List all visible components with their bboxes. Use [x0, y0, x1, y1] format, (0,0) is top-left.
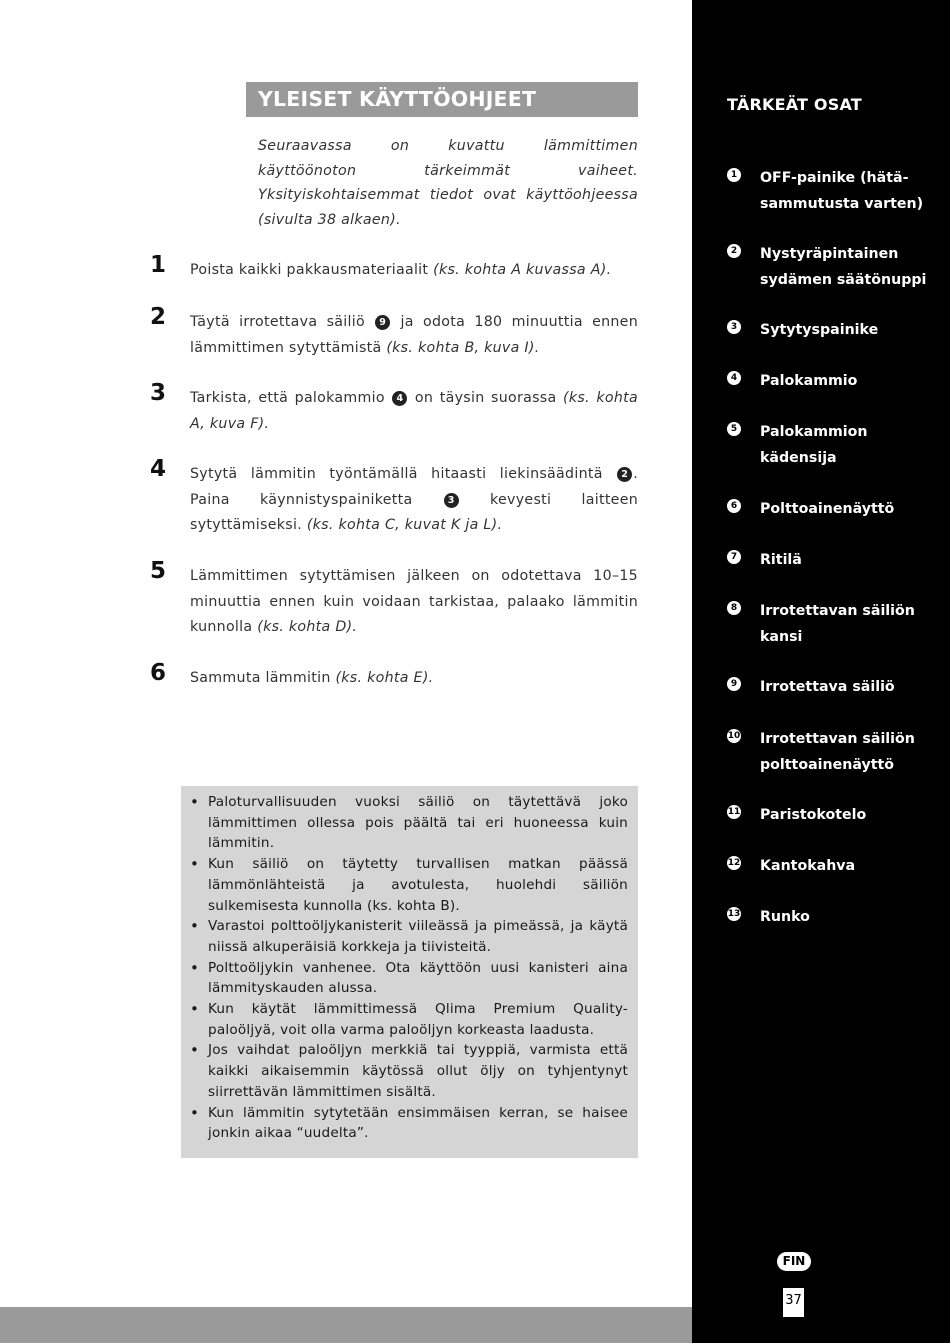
step-number: 4 — [150, 456, 167, 482]
step-number: 3 — [150, 380, 167, 406]
step-number: 1 — [150, 252, 167, 278]
part-badge: 2 — [617, 467, 632, 482]
part-label: Nystyräpintainen sydämen säätönuppi — [760, 246, 927, 288]
part-number-badge: 8 — [727, 601, 741, 615]
part-badge: 3 — [444, 493, 459, 508]
section-heading: YLEISET KÄYTTÖOHJEET — [246, 82, 638, 117]
part-label: Runko — [760, 909, 810, 925]
note-item: • Kun käytät lämmittimessä Qlima Premium Quality-paloöljyä, voit olla varma paloöljyn korkeasta laadusta. — [189, 999, 628, 1040]
part-label: Polttoainenäyttö — [760, 501, 895, 517]
part-number-badge: 11 — [727, 807, 741, 817]
step-number: 6 — [150, 660, 167, 686]
note-item: • Kun lämmitin sytytetään ensimmäisen kerran, se haisee jonkin aikaa “uudelta”. — [189, 1103, 628, 1144]
step-text: Sammuta lämmitin (ks. kohta E). — [190, 670, 434, 686]
note-item: • Kun säiliö on täytetty turvallisen matkan päässä lämmönlähteistä ja avotulesta, huolehdi säiliön sulkemisesta kunnolla (ks. kohta B). — [189, 854, 628, 916]
step-text: Poista kaikki pakkausmateriaalit (ks. kohta A kuvassa A). — [190, 262, 612, 278]
step-number: 2 — [150, 304, 167, 330]
part-label: Kantokahva — [760, 858, 856, 874]
part-label: Irrotettavan säiliön kansi — [760, 603, 915, 645]
step-number: 5 — [150, 558, 167, 584]
step-text: Lämmittimen sytyttämisen jälkeen on odotettava 10–15 minuuttia ennen kuin voidaan tarkistaa, palaako lämmitin kunnolla (ks. kohta D). — [190, 568, 638, 635]
part-label: Palokammion kädensija — [760, 424, 868, 466]
part-label: Irrotettavan säiliön polttoainenäyttö — [760, 731, 915, 773]
part-label: Ritilä — [760, 552, 802, 568]
part-number-badge: 7 — [727, 550, 741, 564]
part-number-badge: 4 — [727, 371, 741, 385]
part-badge: 9 — [375, 315, 390, 330]
part-number-badge: 6 — [727, 499, 741, 513]
part-label: Irrotettava säiliö — [760, 679, 895, 695]
part-number-badge: 9 — [727, 677, 741, 691]
intro-text: Seuraavassa on kuvattu lämmittimen käyttöönoton tärkeimmät vaiheet. Yksityiskohtaisemmat tiedot ovat käyttöohjeessa (sivulta 38 alkaen). — [258, 138, 638, 228]
note-item: • Varastoi polttoöljykanisterit viileässä ja pimeässä, ja käytä niissä alkuperäisiä korkkeja ja tiivisteitä. — [189, 916, 628, 957]
safety-notes-box — [181, 786, 638, 1158]
step-text: Täytä irrotettava säiliö 9 ja odota 180 minuuttia ennen lämmittimen sytyttämistä (ks. kohta B, kuva I). — [190, 314, 639, 356]
part-label: Paristokotelo — [760, 807, 867, 823]
page-number: 37 — [783, 1288, 804, 1317]
parts-title: TÄRKEÄT OSAT — [727, 95, 862, 114]
part-label: OFF-painike (hätä-sammutusta varten) — [760, 170, 924, 212]
part-number-badge: 12 — [727, 858, 741, 868]
part-number-badge: 13 — [727, 909, 741, 919]
part-number-badge: 3 — [727, 320, 741, 334]
step-text: Tarkista, että palokammio 4 on täysin suorassa (ks. kohta A, kuva F). — [190, 390, 638, 432]
part-number-badge: 1 — [727, 168, 741, 182]
language-badge: FIN — [777, 1252, 811, 1271]
part-number-badge: 10 — [727, 731, 741, 741]
note-item: • Polttoöljykin vanhenee. Ota käyttöön uusi kanisteri aina lämmityskauden alussa. — [189, 958, 628, 999]
part-number-badge: 2 — [727, 244, 741, 258]
part-label: Palokammio — [760, 373, 858, 389]
step-text: Sytytä lämmitin työntämällä hitaasti liekinsäädintä 2 . Paina käynnistyspainiketta 3 kevyesti laitteen sytyttämiseksi. (ks. kohta C, kuvat K ja L). — [190, 466, 639, 533]
part-label: Sytytyspainike — [760, 322, 879, 338]
part-badge: 4 — [392, 391, 407, 406]
note-item: • Paloturvallisuuden vuoksi säiliö on täytettävä joko lämmittimen ollessa pois päältä tai eri huoneessa kuin lämmitin. — [189, 792, 628, 854]
note-item: • Jos vaihdat paloöljyn merkkiä tai tyyppiä, varmista että kaikki aikaisemmin käytössä ollut öljy on tyhjentynyt siirrettävän lämmittimen sisältä. — [189, 1040, 628, 1102]
part-number-badge: 5 — [727, 422, 741, 436]
bottom-bar — [0, 1307, 692, 1343]
safety-notes-list — [189, 792, 628, 1144]
